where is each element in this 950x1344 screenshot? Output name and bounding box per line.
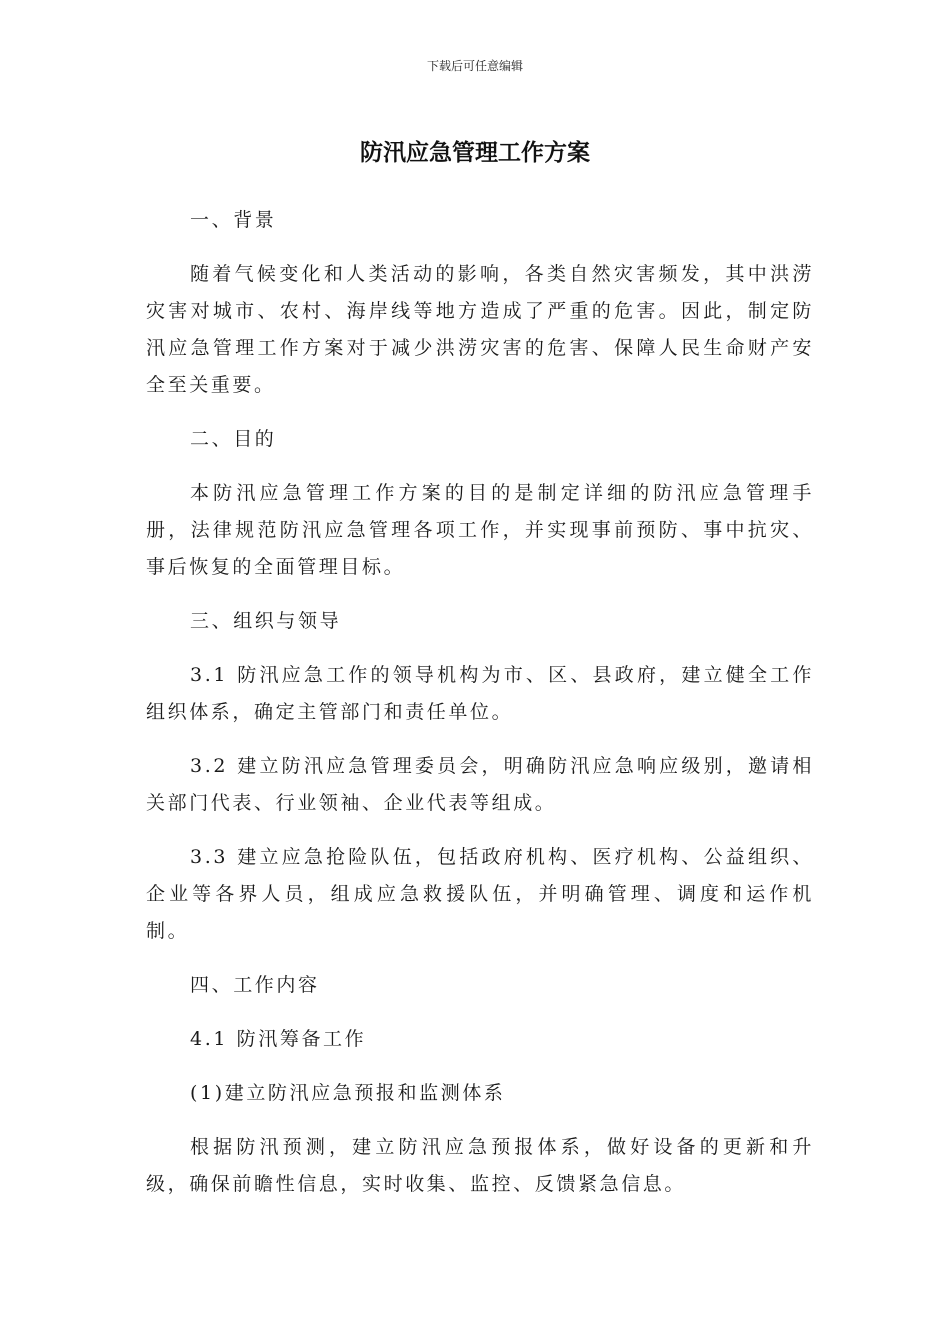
paragraph-purpose: 本防汛应急管理工作方案的目的是制定详细的防汛应急管理手册，法律规范防汛应急管理各项工作，并实现事前预防、事中抗灾、事后恢复的全面管理目标。: [146, 482, 814, 578]
paragraph-3-2: 3.2 建立防汛应急管理委员会，明确防汛应急响应级别，邀请相关部门代表、行业领袖、企业代表等组成。: [146, 755, 814, 814]
subheading-4-1: 4.1 防汛筹备工作: [190, 1028, 367, 1050]
section-heading-background: 一、背景: [190, 209, 277, 231]
paragraph-3-3: 3.3 建立应急抢险队伍，包括政府机构、医疗机构、公益组织、企业等各界人员，组成应急救援队伍，并明确管理、调度和运作机制。: [146, 846, 814, 942]
section-heading-work-content: 四、工作内容: [190, 974, 320, 996]
paragraph-forecast: 根据防汛预测，建立防汛应急预报体系，做好设备的更新和升级，确保前瞻性信息，实时收集、监控、反馈紧急信息。: [146, 1136, 814, 1195]
document-title: 防汛应急管理工作方案: [360, 140, 590, 166]
document-body: [146, 202, 814, 1220]
paragraph-3-1: 3.1 防汛应急工作的领导机构为市、区、县政府，建立健全工作组织体系，确定主管部门和责任单位。: [146, 664, 814, 723]
section-heading-purpose: 二、目的: [190, 428, 277, 450]
item-heading-1: (1)建立防汛应急预报和监测体系: [190, 1082, 506, 1104]
section-heading-organization: 三、组织与领导: [190, 610, 342, 632]
header-note: 下载后可任意编辑: [426, 59, 523, 73]
paragraph-background: 随着气候变化和人类活动的影响，各类自然灾害频发，其中洪涝灾害对城市、农村、海岸线等地方造成了严重的危害。因此，制定防汛应急管理工作方案对于减少洪涝灾害的危害、保障人民生命财产安全至关重要。: [146, 263, 814, 396]
